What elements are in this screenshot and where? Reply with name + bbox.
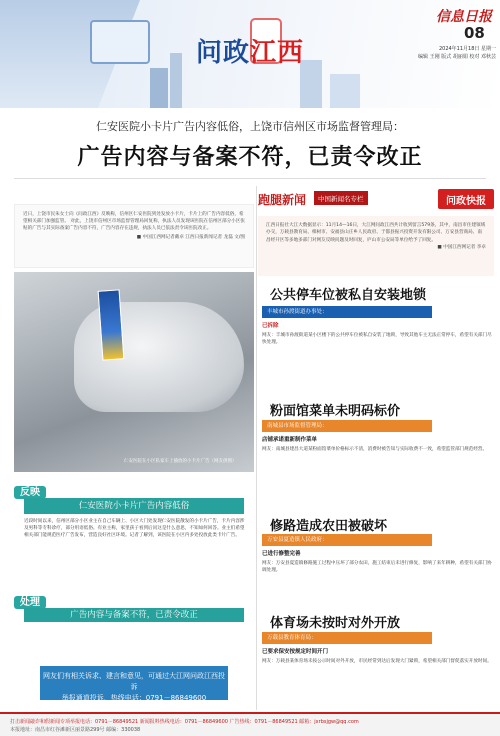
reflect-heading: 仁安医院小卡片广告内容低俗 (24, 498, 244, 514)
quick-report-intro-text: 江西日报社大江大数据显示：11月14—16日，大江网问政江西共计收到留言579条，其中，南昌市住建领域办交，万载县教育局、樟树市、安福县山庄乡人民政府、于都县振兴投资开发有限公司、万安县营商局、南昌经开区等多地多部门对网友反映问题及时回复，庐山市公安局等单位给予了回复。 (266, 223, 486, 243)
footer-address: 本报地址：南昌市红谷滩新区丽景路299号 邮编：330038 (10, 727, 141, 733)
ad-card-image (98, 289, 125, 360)
quick-report-header (258, 189, 494, 211)
quick-report-intro (258, 216, 494, 276)
report-text: 网友：丰城市孙渡街道某小区楼下的公共停车位被私自安装了地锁，导致其他车主无法正常停车，希望有关部门尽快处理。 (262, 333, 492, 346)
report-text: 网友：万载县某体育场未按公示时间对外开放，市民经常到达后发现大门紧锁，希望相关部门督促落实开放时间。 (262, 659, 492, 664)
report-title: 公共停车位被私自安装地锁 (270, 288, 427, 303)
contact-line: 网友们有相关诉求、建言和意见，可通过大江网问政江西投诉 (43, 672, 225, 691)
report-title: 粉面馆菜单未明码标价 (270, 404, 401, 419)
dateline (376, 45, 496, 61)
article-headline: 广告内容与备案不符，已责令改正 (77, 145, 423, 170)
divider (14, 178, 486, 179)
report-agency: 丰城市孙渡街道办事处： (262, 306, 432, 318)
date-text: 2024年11月18日 星期一 (438, 46, 496, 52)
section-title: 问政江西 (196, 38, 305, 68)
building-illustration (170, 53, 182, 108)
laptop-illustration (90, 20, 150, 64)
report-status: 已进行修整完善 (262, 551, 301, 557)
intro-byline: ■ 中国江西网记者戴卓 江西日报新闻记者 龙磊 文/图 (136, 235, 245, 240)
report-text: 网友：万安县夏造镇修路施工过程中压坏了部分农田，施工结束后未进行修复，影响了来年耕种，希望有关部门协调处理。 (262, 561, 492, 574)
intro-text: 近日，上饶市民朱女士向《问政江西》反映称，信州区仁安医院到处发放小卡片，卡片上的广告内容低俗，希望相关部门加强监管。 对此，上饶市信州区市场监督管理局回复称，执法人员发现该医院在信州区部分小区张贴的广告与其实际备案广告内容不符，广告内容存在违规，执法人员已依法责令该医院改正。 (23, 212, 245, 231)
column-divider (256, 186, 257, 710)
report-status: 店铺承诺重新制作菜单 (262, 437, 318, 443)
reflect-badge: 反映 (14, 486, 46, 499)
report-status: 已拆除 (262, 323, 279, 329)
report-agency: 万安县夏造镇人民政府： (262, 534, 432, 546)
reflect-text: 近段时间以来，信州区部分小区业主在自己车辆上、小区大门处发现仁安医院散发的小卡片广告，卡片内容涉及男科等专科诊疗，部分用语低俗。有业主称，家里孩子看到后问这是什么意思，不知如何回答。业主们希望相关部门能规范医疗广告发布，营造良好社区环境。记者了解到，该医院在小区内多处投放此类卡片广告。 (24, 519, 245, 539)
report-agency: 南城县市场监督管理局： (262, 420, 432, 432)
page-footer (0, 712, 500, 736)
contact-box (40, 666, 228, 700)
quick-report-byline: ■ 中国江西网记者 李卓 (437, 245, 486, 251)
reflect-section-label (14, 480, 46, 499)
report-status: 已要求保安按规定时间开门 (262, 649, 329, 655)
article-kicker: 仁安医院小卡片广告内容低俗，上饶市信州区市场监督管理局： (96, 120, 404, 133)
handle-section-label (14, 590, 46, 609)
contact-hotline: 举报通道投诉，热线电话：0791－86849600 (61, 694, 207, 702)
handle-badge: 处理 (14, 596, 46, 609)
building-illustration (150, 68, 168, 108)
quick-report-badge: 问政快报 (438, 189, 494, 209)
brand-name: 跑腿新闻 (258, 193, 307, 207)
report-title: 体育场未按时对外开放 (270, 616, 401, 631)
article-intro (14, 204, 254, 268)
report-text: 网友：南城县建昌大道某粉面馆菜单价格标示不清，消费时被告知与实际收费不一致，希望监管部门规范经营。 (262, 447, 488, 452)
report-agency: 万载县教育体育局： (262, 632, 432, 644)
editor-line: 编辑 王刚 版式 胡丽娟 校对 邓秋芸 (418, 54, 496, 60)
footer-hotlines: 打击新闻敲诈和假新闻专项举报电话：0791－86849521 新闻报料热线电话：0791－86849600 广告热线：0791－86849521 邮箱：jxrbsjgw@qq.com (10, 719, 359, 725)
handle-heading: 广告内容与备案不符，已责令改正 (24, 608, 244, 622)
article-photo (14, 272, 254, 472)
page-number: 08 (464, 24, 485, 42)
masthead-logo: 信息日报 (436, 9, 492, 25)
building-illustration (330, 74, 360, 108)
report-title: 修路造成农田被破坏 (270, 519, 388, 534)
brand-sub: 中国新闻名专栏 (314, 191, 368, 205)
photo-caption: 仁安医院在小区私家车上插放的小卡片广告（网友供图） (124, 459, 237, 464)
